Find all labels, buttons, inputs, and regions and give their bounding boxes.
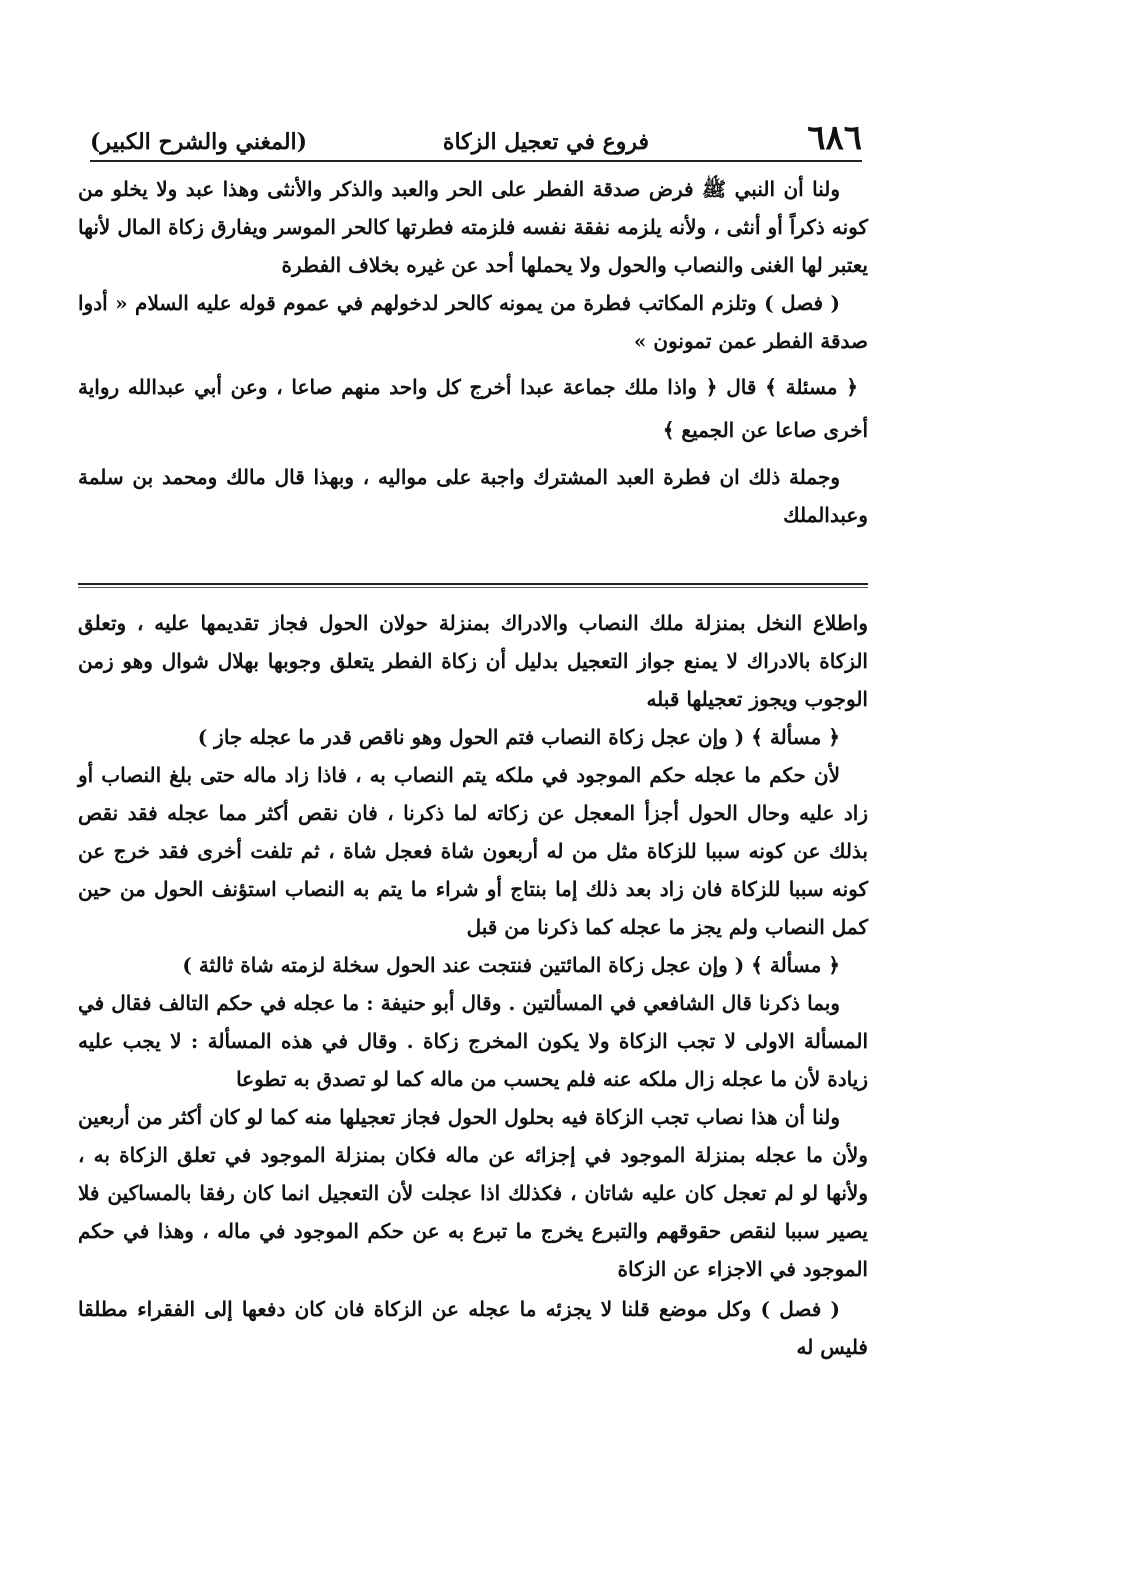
matn-paragraph: ﴿ مسئلة ﴾ قال ﴿ واذا ملك جماعة عبدا أخرج كل واحد منهم صاعا ، وعن أبي عبدالله رواية أخرى صاعا عن الجميع ﴾: [78, 375, 868, 442]
book-title: (المغني والشرح الكبير): [90, 129, 308, 155]
paragraph: ولنا أن هذا نصاب تجب الزكاة فيه بحلول الحول فجاز تعجيلها منه كما لو كان أكثر من أربعين ولأن ما عجله بمنزلة الموجود في إجزائه عن ماله فكان بمنزلة الموجود في تعلق الزكاة به ، ولأنها لو لم تعجل كان عليه شاتان ، فكذلك اذا عجلت لأن التعجيل انما كان رفقا بالمساكين فلا يصير سببا لنقص حقوقهم والتبرع يخرج ما تبرع به عن حكم الموجود في ماله ، وهذا في حكم الموجود في الاجزاء عن الزكاة: [78, 1105, 868, 1281]
paragraph: ( فصل ) وكل موضع قلنا لا يجزئه ما عجله عن الزكاة فان كان دفعها إلى الفقراء مطلقا فليس له: [78, 1297, 868, 1359]
paragraph: وبما ذكرنا قال الشافعي في المسألتين . وقال أبو حنيفة : ما عجله في حكم التالف فقال في المسألة الاولى لا تجب الزكاة ولا يكون المخرج زكاة . وقال في هذه المسألة : لا يجب عليه زيادة لأن ما عجله زال ملكه عنه فلم يحسب من ماله كما لو تصدق به تطوعا: [78, 991, 868, 1091]
header-rule: [90, 160, 862, 162]
masala-heading: ﴿ مسألة ﴾ ( وإن عجل زكاة المائتين فنتجت عند الحول سخلة لزمته شاة ثالثة ): [182, 953, 840, 977]
paragraph: وجملة ذلك ان فطرة العبد المشترك واجبة على مواليه ، وبهذا قال مالك ومحمد بن سلمة وعبدالملك: [78, 465, 868, 527]
page-header: [90, 118, 862, 160]
upper-section: [78, 170, 868, 534]
running-title: فروع في تعجيل الزكاة: [442, 129, 650, 155]
paragraph: واطلاع النخل بمنزلة ملك النصاب والادراك بمنزلة حولان الحول فجاز تقديمها عليه ، وتعلق الزكاة بالادراك لا يمنع جواز التعجيل بدليل أن زكاة الفطر يتعلق وجوبها بهلال شوال وهو زمن الوجوب ويجوز تعجيلها قبله: [78, 611, 868, 711]
paragraph: ولنا أن النبي ﷺ فرض صدقة الفطر على الحر والعبد والذكر والأنثى وهذا عبد ولا يخلو من كونه ذكراً أو أنثى ، ولأنه يلزمه نفقة نفسه فلزمته فطرتها كالحر الموسر ويفارق زكاة المال لأنها يعتبر لها الغنى والنصاب والحول ولا يحملها أحد عن غيره بخلاف الفطرة: [78, 177, 868, 277]
page-number: ٦٨٦: [807, 118, 862, 158]
paragraph: ( فصل ) وتلزم المكاتب فطرة من يمونه كالحر لدخولهم في عموم قوله عليه السلام « أدوا صدقة الفطر عمن تمونون »: [78, 291, 868, 353]
lower-section: [78, 604, 868, 1366]
paragraph: لأن حكم ما عجله حكم الموجود في ملكه يتم النصاب به ، فاذا زاد ماله حتى بلغ النصاب أو زاد عليه وحال الحول أجزأ المعجل عن زكاته لما ذكرنا ، فان نقص أكثر مما عجله فقد نقص بذلك عن كونه سببا للزكاة مثل من له أربعون شاة فعجل شاة ، ثم تلفت أخرى فقد خرج عن كونه سببا للزكاة فان زاد بعد ذلك إما بنتاج أو شراء ما يتم به النصاب استؤنف الحول من حين كمل النصاب ولم يجز ما عجله كما ذكرنا من قبل: [78, 763, 868, 939]
masala-heading: ﴿ مسألة ﴾ ( وإن عجل زكاة النصاب فتم الحول وهو ناقص قدر ما عجله جاز ): [197, 725, 840, 749]
section-divider: [78, 583, 868, 590]
